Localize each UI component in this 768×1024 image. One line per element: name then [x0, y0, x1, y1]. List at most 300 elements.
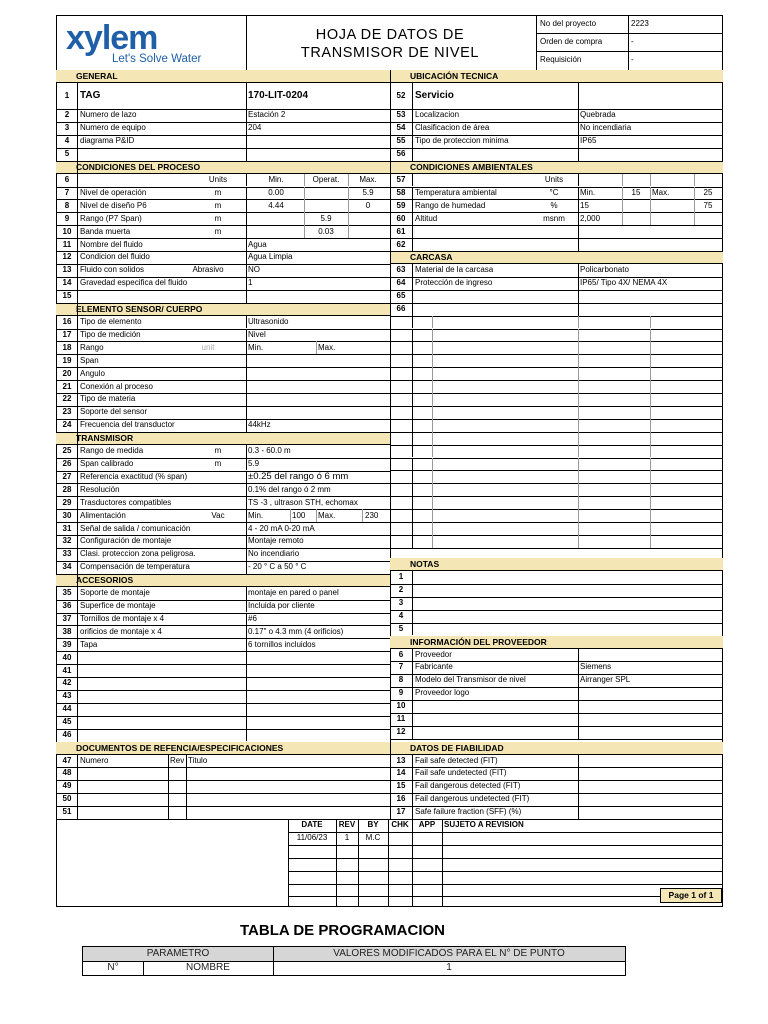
rule	[578, 367, 579, 380]
rule	[578, 755, 579, 768]
row-number: 35	[62, 588, 72, 598]
rule	[168, 780, 169, 793]
operat-value: 5.9	[320, 213, 332, 223]
rule	[246, 212, 247, 225]
row-number: 13	[396, 755, 406, 765]
max-value: 5.9	[362, 187, 374, 197]
rule	[304, 212, 305, 225]
rule	[246, 561, 247, 574]
rule	[412, 225, 413, 238]
operat-value: 0.03	[318, 226, 334, 236]
project-info-value: -	[631, 37, 634, 46]
rule	[246, 264, 247, 277]
field-label: diagrama P&ID	[80, 136, 135, 146]
rule	[412, 767, 413, 780]
field-label: Tapa	[80, 639, 98, 649]
row-number: 6	[398, 649, 404, 659]
rule	[246, 225, 247, 238]
row-number: 39	[62, 639, 72, 649]
field-value: IP65/ Tipo 4X/ NEMA 4X	[580, 278, 668, 288]
rule	[578, 406, 579, 419]
rule	[390, 700, 723, 701]
rule	[56, 690, 390, 691]
rule	[432, 329, 433, 342]
rule	[246, 199, 247, 212]
rule	[186, 755, 187, 768]
rule	[650, 419, 651, 432]
row-number: 10	[62, 226, 72, 236]
field-label: Condicion del fluido	[80, 252, 150, 262]
rule	[650, 212, 651, 225]
rule	[390, 251, 723, 252]
field-label: Angulo	[80, 368, 105, 378]
row-number: 42	[62, 678, 72, 688]
rule	[56, 677, 390, 678]
field-value: 0.1% del rango ó 2 mm	[248, 484, 331, 494]
units: °C	[549, 187, 559, 197]
revision-chk-header: CHK	[391, 820, 409, 829]
revision-rev-header: REV	[338, 820, 356, 829]
field-value: Ultrasonido	[248, 317, 289, 327]
field-value: 44kHz	[248, 420, 271, 430]
rule	[246, 122, 247, 135]
field-label: Referencia exactitud (% span)	[80, 471, 188, 481]
rule	[412, 496, 413, 509]
rule	[578, 277, 579, 290]
row-number: 32	[62, 536, 72, 546]
rule	[390, 496, 723, 497]
row-number: 49	[62, 781, 72, 791]
row-number: 33	[62, 549, 72, 559]
rule	[246, 187, 247, 200]
field-label: TAG	[80, 90, 101, 101]
rule	[390, 406, 723, 407]
rule	[650, 535, 651, 548]
rule	[246, 600, 247, 613]
field-value: No incendiaria	[580, 123, 632, 133]
rule	[246, 677, 247, 690]
rule	[650, 470, 651, 483]
rule	[578, 122, 579, 135]
row-number: 12	[62, 252, 72, 262]
rule	[77, 806, 78, 819]
rule	[412, 571, 413, 584]
row-number: 47	[62, 755, 72, 765]
row-number: 8	[64, 200, 70, 210]
doc-titulo-header: Titulo	[188, 755, 208, 765]
min-label: 2,000	[580, 213, 601, 223]
rule	[650, 329, 651, 342]
row-number: 51	[62, 807, 72, 817]
rule	[246, 419, 247, 432]
field-label: Temperatura ambiental	[415, 187, 497, 197]
rule	[246, 148, 247, 161]
field-value: Quebrada	[580, 110, 616, 120]
rule	[650, 174, 651, 187]
section-transmisor: TRANSMISOR	[56, 432, 390, 444]
revision-rev: 1	[344, 833, 350, 842]
rule	[432, 432, 433, 445]
rule	[578, 767, 579, 780]
field-value: Montaje remoto	[248, 536, 304, 546]
field-label: Señal de salida / comunicación	[80, 523, 191, 533]
rule	[412, 122, 413, 135]
field-value: Agua Limpia	[248, 252, 293, 262]
rule	[578, 148, 579, 161]
field-value: Nivel	[248, 329, 266, 339]
rule	[390, 380, 723, 381]
doc-numero-header: Numero	[80, 755, 109, 765]
field-label: Clasificacion de área	[415, 123, 490, 133]
rule	[578, 174, 579, 187]
row-number: 5	[64, 149, 70, 159]
row-number: 9	[398, 688, 404, 698]
rule	[77, 83, 78, 742]
rule	[432, 458, 433, 471]
field-label: Superfice de montaje	[80, 601, 156, 611]
revision-by: M.C	[365, 833, 381, 842]
row-number: 11	[62, 239, 72, 249]
rule	[390, 535, 723, 536]
field-value: IP65	[580, 136, 597, 146]
field-label: Configuración de montaje	[80, 536, 172, 546]
rule	[304, 187, 305, 200]
row-number: 30	[62, 510, 72, 520]
row-number: 44	[62, 704, 72, 714]
rule	[432, 509, 433, 522]
rule	[246, 638, 247, 651]
field-label: Tipo de materia	[80, 394, 136, 404]
rule	[56, 82, 390, 83]
rule	[432, 419, 433, 432]
rule	[246, 109, 247, 122]
rule	[412, 780, 413, 793]
rule	[412, 458, 413, 471]
row-number: 25	[62, 446, 72, 456]
row-number: 9	[64, 213, 70, 223]
rule	[578, 522, 579, 535]
rule	[650, 393, 651, 406]
field-label: Gravedad especifica del fluido	[80, 278, 188, 288]
rule	[650, 187, 651, 200]
rule	[412, 329, 413, 342]
rule	[56, 303, 390, 304]
rule	[56, 793, 390, 794]
row-number: 61	[396, 226, 406, 236]
note-number: 1	[398, 572, 404, 581]
field-label: Servicio	[415, 90, 454, 101]
field-value: TS -3 , ultrason STH, echomax	[248, 497, 358, 507]
row-number: 2	[64, 110, 70, 120]
section-carcasa: CARCASA	[390, 251, 723, 263]
row-number: 54	[396, 123, 406, 133]
rule	[412, 483, 413, 496]
rule	[650, 341, 651, 354]
rule	[56, 806, 390, 807]
rule	[56, 729, 390, 730]
rule	[412, 393, 413, 406]
rule	[412, 806, 413, 819]
rule	[246, 690, 247, 703]
rule	[578, 649, 579, 662]
rule	[432, 522, 433, 535]
rule	[578, 225, 579, 238]
row-number: 6	[64, 175, 70, 185]
section-sensor: ELEMENTO SENSOR/ CUERPO	[56, 303, 390, 315]
row-number: 7	[398, 662, 404, 672]
rule	[412, 661, 413, 674]
note-number: 4	[398, 610, 404, 620]
rule	[412, 135, 413, 148]
rule	[348, 174, 349, 187]
section-ambientales: CONDICIONES AMBIENTALES	[390, 161, 723, 173]
row-number: 15	[396, 781, 406, 791]
section-proceso: CONDICIONES DEL PROCESO	[56, 161, 390, 173]
field-label: Nivel de diseño P6	[80, 200, 147, 210]
rule	[412, 277, 413, 290]
rule	[56, 780, 390, 781]
rule	[412, 290, 413, 303]
rule	[578, 713, 579, 726]
rule	[578, 432, 579, 445]
min-value: 4.44	[268, 200, 284, 210]
rule	[246, 316, 247, 329]
rule	[390, 290, 723, 291]
field-label: Clasi. proteccion zona peligrosa.	[80, 549, 196, 559]
rule	[412, 713, 413, 726]
rule	[390, 623, 723, 624]
revision-by-header: BY	[367, 820, 379, 829]
field-value: Estación 2	[248, 110, 286, 120]
rule	[390, 458, 723, 459]
field-value: Incluida por cliente	[248, 601, 315, 611]
row-number: 56	[396, 149, 406, 159]
rule	[288, 871, 723, 872]
rule	[412, 700, 413, 713]
note-number: 3	[398, 597, 404, 607]
field-label: Rango de humedad	[415, 200, 486, 210]
field-label: Alimentación	[80, 510, 126, 520]
rule	[578, 264, 579, 277]
row-number: 46	[62, 730, 72, 740]
rule	[412, 83, 413, 109]
punto-header: 1	[446, 962, 452, 973]
rule	[578, 535, 579, 548]
doc-rev-header: Rev	[170, 755, 185, 765]
row-number: 11	[396, 714, 406, 723]
no-header: N°	[107, 962, 119, 973]
rule	[432, 316, 433, 329]
rule	[412, 367, 413, 380]
row-number: 23	[62, 407, 72, 417]
row-number: 66	[396, 304, 406, 314]
field-value: 0.3 - 60.0 m	[248, 446, 291, 456]
rule	[694, 212, 695, 225]
units: m	[214, 459, 222, 469]
page-number: Page 1 of 1	[660, 888, 722, 903]
note-number: 2	[398, 584, 404, 594]
revision-sujeto-header: SUJETO A REVISION	[444, 820, 524, 829]
field-label: Proveedor logo	[415, 688, 470, 698]
row-number: 34	[62, 562, 72, 572]
field-label: Trasductores compatibles	[80, 497, 172, 507]
row-number: 63	[396, 265, 406, 275]
rule	[348, 225, 349, 238]
rule	[288, 896, 723, 897]
rule	[650, 199, 651, 212]
field-label: Altitud	[415, 213, 438, 223]
field-label: Tipo de medición	[80, 329, 141, 339]
row-number: 26	[62, 459, 72, 469]
field-label: Fail safe detected (FIT)	[415, 755, 498, 765]
rule	[578, 303, 579, 316]
field-value: 204	[248, 123, 262, 133]
field-label: Fabricante	[415, 662, 453, 672]
field-label: Fail dangerous detected (FIT)	[415, 781, 521, 791]
rule	[412, 432, 413, 445]
rule	[56, 290, 390, 291]
rule	[578, 341, 579, 354]
rule	[578, 135, 579, 148]
section-documentos: DOCUMENTOS DE REFENCIA/ESPECIFICACIONES	[56, 742, 390, 754]
rule	[432, 496, 433, 509]
rule	[578, 199, 579, 212]
rule	[412, 649, 413, 662]
rule	[390, 419, 723, 420]
row-number: 8	[398, 675, 404, 685]
field-label: Tipo de elemento	[80, 317, 142, 327]
rule	[432, 367, 433, 380]
rule	[578, 316, 579, 329]
project-info-value: 2223	[631, 19, 649, 28]
rule	[390, 509, 723, 510]
revision-date: 11/06/23	[296, 833, 328, 842]
rule	[432, 393, 433, 406]
field-value: 1	[248, 278, 253, 288]
rule	[650, 367, 651, 380]
field-value: Airranger SPL	[580, 675, 631, 685]
field-label: Conexión al proceso	[80, 381, 153, 391]
rule	[246, 238, 247, 251]
units: %	[550, 200, 558, 210]
field-value: Policarbonato	[580, 265, 629, 275]
max-label: Max.	[652, 187, 670, 197]
row-number: 43	[62, 691, 72, 701]
field-value: Min.	[248, 342, 264, 352]
rule	[246, 522, 247, 535]
rule	[348, 212, 349, 225]
rule	[168, 806, 169, 819]
field-extra: unit	[201, 342, 215, 352]
row-number: 15	[62, 291, 72, 301]
rule	[246, 613, 247, 626]
logo-tagline: Let's Solve Water	[112, 53, 202, 65]
rule	[432, 354, 433, 367]
row-number: 41	[62, 665, 72, 675]
rule	[246, 483, 247, 496]
rule	[290, 509, 291, 522]
rule	[412, 303, 413, 316]
rule	[390, 522, 723, 523]
row-number: 1	[64, 91, 70, 100]
field-label: Frecuencia del transductor	[80, 420, 175, 430]
field-value: 0.17" o 4.3 mm (4 orificios)	[248, 626, 344, 636]
rule	[432, 341, 433, 354]
row-number: 59	[396, 200, 406, 210]
field-value: - 20 ° C a 50 ° C	[248, 562, 307, 572]
field-label: Fail dangerous undetected (FIT)	[415, 794, 530, 804]
rule	[77, 780, 78, 793]
rule	[246, 83, 247, 109]
rule	[578, 806, 579, 819]
rule	[412, 793, 413, 806]
rule	[412, 212, 413, 225]
revision-app-header: APP	[418, 820, 436, 829]
rule	[578, 496, 579, 509]
rule	[288, 858, 723, 859]
field-value2: Max.	[318, 342, 336, 352]
section-proveedor: INFORMACIÓN DEL PROVEEDOR	[390, 636, 723, 648]
row-number: 38	[62, 626, 72, 636]
rule	[578, 700, 579, 713]
rule	[412, 109, 413, 122]
row-number: 16	[62, 317, 72, 327]
rule	[168, 793, 169, 806]
rule	[622, 199, 623, 212]
rule	[246, 664, 247, 677]
programacion-title: TABLA DE PROGRAMACION	[240, 922, 445, 939]
rule	[390, 713, 723, 714]
field-label: Banda muerta	[80, 226, 131, 236]
rule	[246, 367, 247, 380]
field-label: Localizacion	[415, 110, 460, 120]
field-label: Span	[80, 355, 99, 365]
rule	[246, 445, 247, 458]
min-value: 15	[631, 187, 641, 197]
rule	[578, 290, 579, 303]
rule	[246, 703, 247, 716]
row-number: 60	[396, 213, 406, 223]
field-value: 4 - 20 mA 0-20 mA	[248, 523, 315, 533]
min-value: 0.00	[268, 187, 284, 197]
row-number: 48	[62, 768, 72, 778]
rule	[412, 199, 413, 212]
note-number: 5	[398, 623, 404, 633]
row-number: 17	[396, 807, 406, 817]
rule	[390, 739, 723, 740]
row-number: 50	[62, 794, 72, 804]
field-label: Fail safe undetected (FIT)	[415, 768, 507, 778]
field-label: Rango de medida	[80, 446, 144, 456]
field-label: Nombre del fluido	[80, 239, 143, 249]
row-number: 37	[62, 613, 72, 623]
row-number: 7	[64, 187, 70, 197]
rule	[578, 661, 579, 674]
row-number: 29	[62, 497, 72, 507]
operat-value: Operat.	[312, 175, 340, 185]
rule	[390, 726, 723, 727]
row-number: 19	[62, 355, 72, 365]
field-label: Soporte de montaje	[80, 588, 150, 598]
field-label: Tornillos de montaje x 4	[80, 613, 165, 623]
parametro-header: PARAMETRO	[146, 948, 210, 959]
rule	[246, 354, 247, 367]
rule	[412, 419, 413, 432]
field-label: orificios de montaje x 4	[80, 626, 162, 636]
rule	[390, 742, 391, 820]
row-number: 53	[396, 110, 406, 120]
rule	[362, 509, 363, 522]
